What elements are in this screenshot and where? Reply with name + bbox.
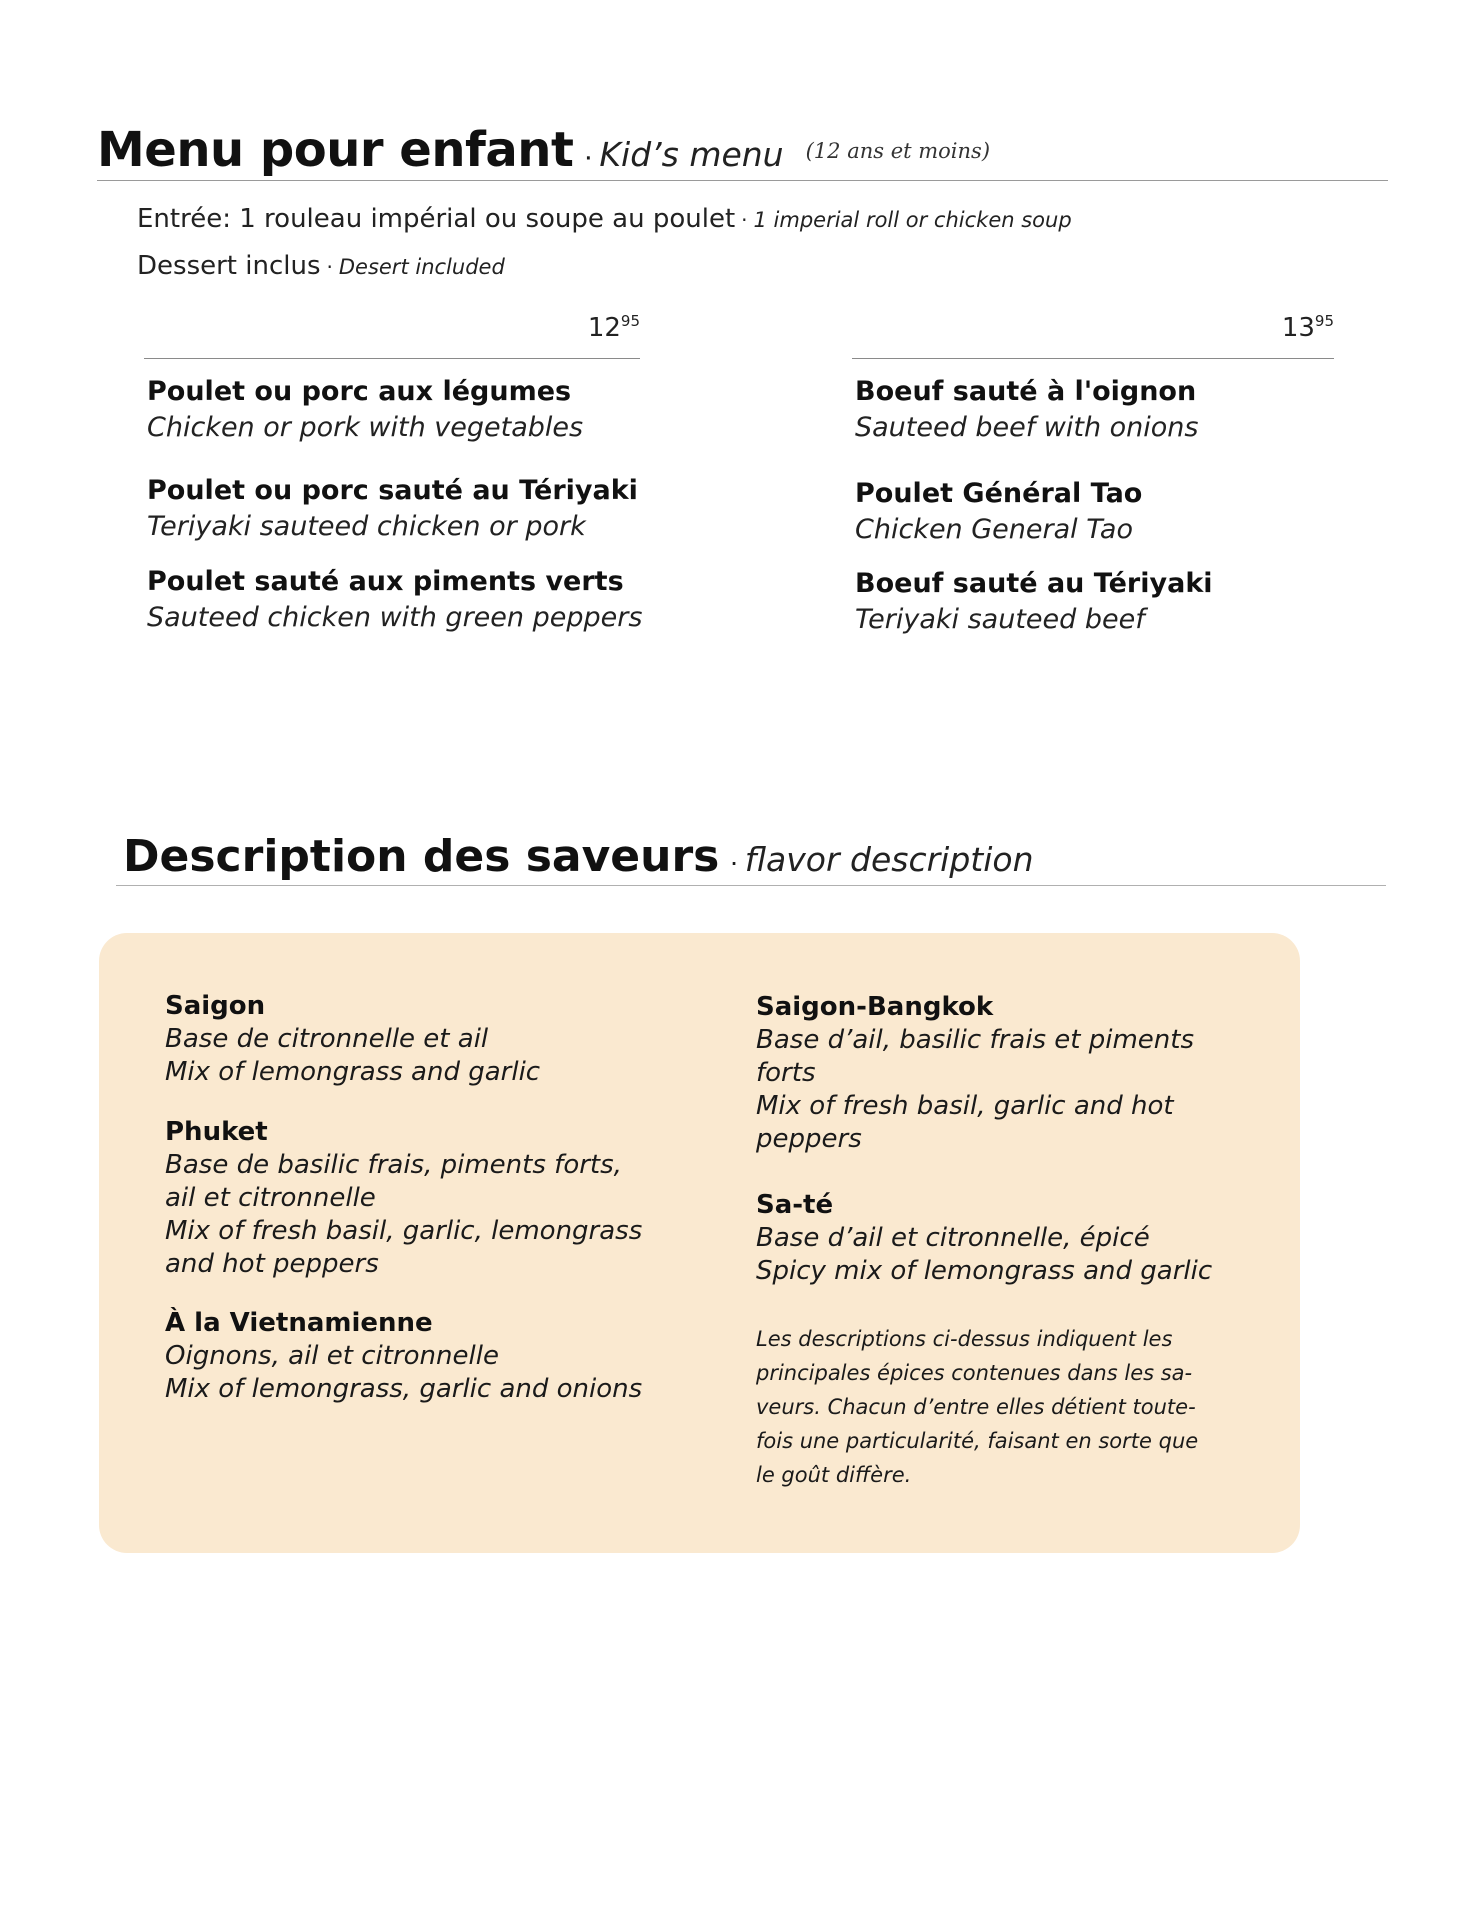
kids-menu-title: Menu pour enfant [97,122,574,178]
flavor-line: Base de basilic frais, piments forts, [165,1150,622,1180]
flavor-line: forts [756,1058,816,1088]
flavor-line: peppers [756,1124,862,1154]
flavor-entry [756,1189,1256,1288]
flavor-entry [165,1116,665,1281]
disclaimer-line: principales épices contenues dans les sa- [756,1361,1193,1385]
flavor-line: Mix of fresh basil, garlic and hot [756,1091,1174,1121]
menu-item [855,566,1213,638]
dessert-separator: · [326,255,333,279]
flavor-line: and hot peppers [165,1249,379,1279]
flavor-disclaimer [756,1322,1246,1492]
title-separator: · [729,846,739,877]
dish-name-fr: Poulet ou porc aux légumes [147,376,572,407]
flavor-line: Base d’ail et citronnelle, épicé [756,1223,1150,1253]
flavor-name: Sa-té [756,1190,834,1220]
menu-item [147,473,638,545]
disclaimer-line: le goût diffère. [756,1463,912,1487]
dish-name-fr: Boeuf sauté au Tériyaki [855,568,1213,599]
flavor-line: Base d’ail, basilic frais et piments [756,1025,1195,1055]
flavor-name: Saigon-Bangkok [756,992,994,1022]
flavor-divider [116,885,1386,886]
flavor-line: Oignons, ail et citronnelle [165,1341,499,1371]
disclaimer-line: fois une particularité, faisant en sorte que [756,1429,1199,1453]
price-cents: 95 [620,312,640,330]
flavor-subtitle: flavor description [744,840,1034,879]
dish-name-en: Chicken or pork with vegetables [147,412,584,443]
dish-name-en: Teriyaki sauteed chicken or pork [147,511,586,542]
entree-fr: Entrée: 1 rouleau impérial ou soupe au poulet [137,204,736,234]
dish-name-en: Teriyaki sauteed beef [855,604,1145,635]
menu-item [147,374,583,446]
flavor-entry [165,990,665,1089]
entree-separator: · [741,208,748,232]
dish-name-fr: Poulet Général Tao [855,478,1143,509]
dish-name-fr: Boeuf sauté à l'oignon [855,376,1197,407]
menu-item [147,564,642,636]
column-1-divider [144,358,640,359]
flavor-line: Spicy mix of lemongrass and garlic [756,1256,1213,1286]
price-main: 12 [587,313,621,343]
kids-menu-subtitle: Kid’s menu [599,135,784,174]
menu-item [855,374,1198,446]
flavor-name: À la Vietnamienne [165,1308,433,1338]
price-main: 13 [1281,313,1315,343]
dish-name-en: Chicken General Tao [855,514,1133,545]
price-column-2 [1234,312,1334,343]
dessert-fr: Dessert inclus [137,251,321,281]
flavor-line: Mix of lemongrass, garlic and onions [165,1374,643,1404]
flavor-line: Base de citronnelle et ail [165,1024,489,1054]
flavor-line: ail et citronnelle [165,1183,376,1213]
disclaimer-line: veurs. Chacun d’entre elles détient toute- [756,1395,1196,1419]
entree-line [137,204,1072,234]
dessert-line [137,251,505,281]
dish-name-en: Sauteed beef with onions [855,412,1199,443]
flavor-title: Description des saveurs [123,831,720,882]
dish-name-en: Sauteed chicken with green peppers [147,602,643,633]
price-column-1 [540,312,640,343]
flavor-line: Mix of lemongrass and garlic [165,1057,541,1087]
flavor-heading [123,831,1034,882]
kids-menu-divider [97,180,1388,181]
age-note: (12 ans et moins) [805,139,991,163]
title-separator: · [583,140,594,173]
flavor-name: Saigon [165,991,266,1021]
dessert-en: Desert included [338,255,505,279]
flavor-name: Phuket [165,1117,268,1147]
dish-name-fr: Poulet sauté aux piments verts [147,566,624,597]
dish-name-fr: Poulet ou porc sauté au Tériyaki [147,475,638,506]
flavor-entry [756,991,1256,1156]
price-cents: 95 [1314,312,1334,330]
column-2-divider [852,358,1334,359]
menu-item [855,476,1142,548]
entree-en: 1 imperial roll or chicken soup [753,208,1072,232]
flavor-line: Mix of fresh basil, garlic, lemongrass [165,1216,643,1246]
disclaimer-line: Les descriptions ci-dessus indiquent les [756,1327,1173,1351]
kids-menu-heading [97,122,990,178]
flavor-entry [165,1307,665,1406]
